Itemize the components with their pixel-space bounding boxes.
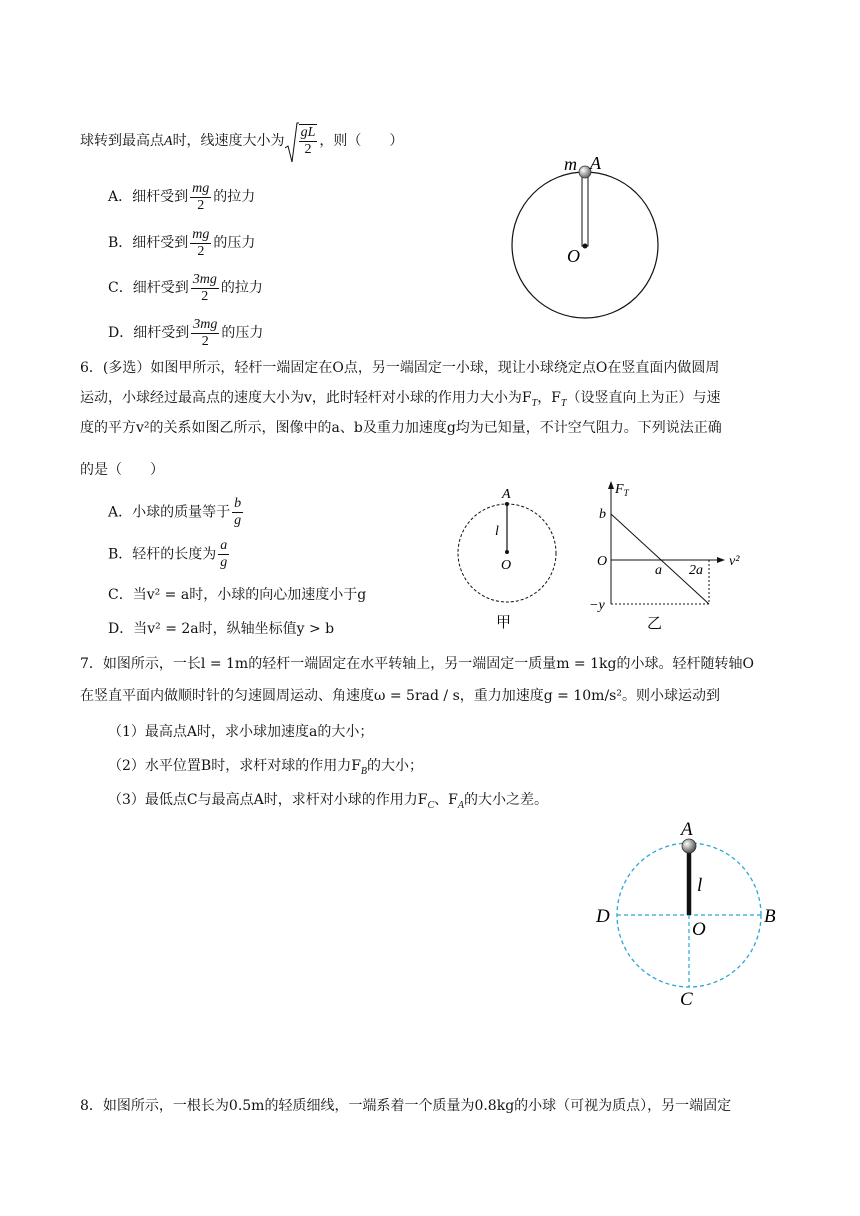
q6-line2-sub: T [531,397,538,409]
q5-label-a: A [590,153,601,173]
q8-stem-line-1: 8．如图所示，一根长为0.5m的轻质细线，一端系着一个质量为0.8kg的小球（可视为质点），另一端固定 [80,1098,732,1114]
q6-yi-label-a: a [655,563,662,578]
q5-option-letter: A． [108,189,133,205]
q6-option-b-text: B．轻杆的长度为 [108,546,217,563]
q5-option-letter: C． [108,280,133,296]
q6-jia-label-o: O [501,558,512,573]
q5-option-a [108,180,255,214]
q7-sub3-mid: 、F [434,792,458,808]
q5-option-pre: 细杆受到 [133,325,190,341]
q5-label-m: m [564,154,577,174]
q5-sqrt-numerator: gL [300,125,316,140]
q5-option-d [108,316,263,350]
q5-figure [505,150,670,320]
q5-option-fraction [191,317,219,350]
q6-yi-label-neg-y: −y [589,598,605,613]
q6-line2-text: 运动，小球经过最高点的速度大小为v，此时轻杆对小球的作用力大小为F [80,390,532,406]
q5-option-den: 2 [197,197,205,213]
q6-figure-yi [585,478,755,638]
q5-rod [582,176,588,246]
q7-sub3-post: 的大小之差。 [463,792,548,808]
q7-sub2-text: （2）水平位置B时，求杆对球的作用力F [108,758,361,774]
q5-sqrt-denominator: 2 [304,142,312,157]
q6-jia-label-a: A [502,487,511,502]
q6-yi-label-b: b [599,507,606,522]
q7-sub2-sub: B [360,765,368,777]
q7-figure [590,818,785,1013]
q6-jia-label-l: l [495,524,499,539]
q5-option-fraction [190,227,211,260]
q5-option-pre: 细杆受到 [132,280,189,296]
q7-subquestion-3 [108,790,548,816]
q5-option-num: 3mg [193,316,218,332]
q7-stem-line-1: 7．如图所示，一长l = 1m的轻杆一端固定在水平转轴上，另一端固定一质量m = 1kg的小球。轻杆随转轴O [80,656,754,672]
q5-option-num: 3mg [192,271,217,287]
q6-yi-label-v2: v² [729,554,740,569]
q7-sub2-post: 的大小； [367,758,424,774]
q6-yi-caption: 乙 [647,614,663,632]
q7-ball [682,839,696,853]
q6-option-d: D．当v² = 2a时，纵轴坐标值y > b [108,621,335,637]
q5-option-pre: 细杆受到 [132,235,189,251]
q5-stem-text-2: 时，线速度大小为 [172,133,285,149]
q7-sub3-text: （3）最低点C与最高点A时，求杆对小球的作用力F [108,792,428,808]
q5-stem [80,124,403,158]
q5-stem-text-1: 球转到最高点 [80,133,164,149]
q5-option-den: 2 [201,333,209,349]
q7-label-d: D [596,906,610,927]
q5-stem-text-3: ，则（ ） [319,133,404,149]
q6-yi-y-arrow [608,481,614,489]
q5-label-o: O [567,246,580,266]
q6-option-a-num: b [234,496,242,511]
q7-stem-line-2: 在竖直平面内做顺时针的匀速圆周运动、角速度ω = 5rad / s，重力加速度g = 10m/s²。则小球运动到 [80,688,720,704]
q5-option-post: 的拉力 [213,189,256,205]
q6-stem-line-2 [80,388,720,414]
q5-sqrt-expression [285,124,320,158]
q6-line2-text-c: （设竖直向上为正）与速 [566,390,721,406]
q7-label-o: O [692,919,706,940]
q7-label-b: B [764,906,776,927]
q7-subquestion-2 [108,756,423,782]
q5-option-fraction [190,181,211,214]
q6-option-a [108,496,245,529]
q6-yi-graph-line [611,514,709,604]
q6-figure-jia [450,480,565,635]
q6-yi-label-o: O [597,554,608,569]
q5-option-num: mg [192,226,210,242]
q5-option-post: 的拉力 [220,280,263,296]
q6-jia-center-point [505,550,509,554]
q5-pivot [583,244,588,249]
q6-jia-top-point [505,502,509,506]
q6-option-b [108,538,231,571]
q5-point-a: A [164,134,173,149]
q6-option-b-den: g [220,555,228,570]
q5-option-c [108,271,263,305]
q6-stem-line-3: 度的平方v²的关系如图乙所示，图像中的a、b及重力加速度g均为已知量，不计空气阻力。下列说法正确 [80,420,722,436]
q7-subquestion-1: （1）最高点A时，求小球加速度a的大小； [108,724,374,740]
q5-option-num: mg [192,180,210,196]
q5-option-fraction [191,272,219,305]
q7-sub3-sub-a: A [457,799,464,811]
q6-option-b-num: a [220,538,228,553]
q5-option-post: 的压力 [213,235,256,251]
q6-line2-text-b: ，F [537,390,561,406]
q7-sub3-sub-c: C [427,799,435,811]
q6-jia-caption: 甲 [496,613,512,631]
q7-label-a: A [681,819,693,840]
q6-yi-x-arrow [717,557,725,563]
q5-option-den: 2 [201,288,209,304]
q6-stem-line-1: 6．(多选）如图甲所示，轻杆一端固定在O点，另一端固定一小球，现让小球绕定点O在竖直面内做圆周 [80,360,720,376]
q7-label-c: C [680,989,693,1010]
q6-line2-sub-b: T [560,397,567,409]
q5-option-letter: B． [108,235,133,251]
q5-option-letter: D． [108,325,134,341]
q5-option-b [108,226,255,260]
q6-option-a-text: A．小球的质量等于 [108,504,231,521]
q6-yi-label-2a: 2a [689,563,703,578]
q5-option-den: 2 [197,243,205,259]
q7-label-l: l [697,875,703,896]
q6-option-a-den: g [234,513,242,528]
q5-option-pre: 细杆受到 [132,189,189,205]
q6-option-c: C．当v² = a时，小球的向心加速度小于g [108,587,367,603]
q6-stem-line-4: 的是（ ） [80,462,164,478]
q6-yi-label-ft: $F_T$ [615,482,629,498]
q5-option-post: 的压力 [221,325,264,341]
